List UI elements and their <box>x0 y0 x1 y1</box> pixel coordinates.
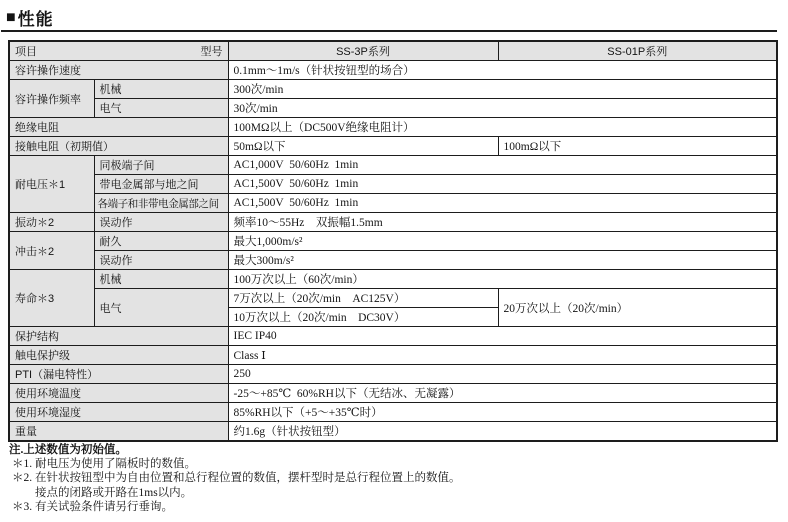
weight-value: 约1.6g（针状按钮型） <box>228 422 777 442</box>
insulation-value: 100MΩ以上（DC500V绝缘电阻计） <box>228 118 777 137</box>
table-row <box>9 175 777 194</box>
pti-label: PTI（漏电特性） <box>9 365 228 384</box>
contact-ss3p-value: 50mΩ以下 <box>228 137 498 156</box>
table-row <box>9 251 777 270</box>
header-model-label: 型号 <box>200 46 223 58</box>
table-row <box>9 384 777 403</box>
table-row <box>9 346 777 365</box>
note-item-3 <box>12 500 779 514</box>
section-title-text: 性能 <box>17 10 54 29</box>
withstand-sub3-value: AC1,500V 50/60Hz 1min <box>228 194 777 213</box>
note1-marker: ＊1. <box>12 458 33 471</box>
header-series2-cell: SS-01P系列 <box>498 41 777 61</box>
contact-label: 接触电阻（初期值） <box>9 137 228 156</box>
shock-durability-value: 最大1,000m/s² <box>228 232 777 251</box>
withstand-label: 耐电压＊1 <box>9 156 94 213</box>
withstand-sub1-value: AC1,000V 50/60Hz 1min <box>228 156 777 175</box>
shock-malfunction-label: 误动作 <box>94 251 228 270</box>
vibration-label: 振动＊2 <box>9 213 94 232</box>
header-item-model-cell <box>9 41 228 61</box>
section-marker-icon: ■ <box>6 8 17 26</box>
title-rule <box>1 30 777 32</box>
life-elec-ss01p-value: 20万次以上（20次/min） <box>498 289 777 327</box>
footnotes <box>9 443 779 514</box>
temperature-value: -25～+85℃ 60%RH以下（无结冰、无凝露） <box>228 384 777 403</box>
humidity-label: 使用环境湿度 <box>9 403 228 422</box>
shock-label: 冲击＊2 <box>9 232 94 270</box>
protection-value: IEC IP40 <box>228 327 777 346</box>
weight-label: 重量 <box>9 422 228 442</box>
note-item-2 <box>12 471 779 485</box>
pti-value: 250 <box>228 365 777 384</box>
table-row <box>9 270 777 289</box>
header-series1-cell: SS-3P系列 <box>228 41 498 61</box>
section-title <box>6 5 54 30</box>
table-row <box>9 80 777 99</box>
frequency-mech-value: 300次/min <box>228 80 777 99</box>
contact-ss01p-value: 100mΩ以下 <box>498 137 777 156</box>
life-elec-value2: 10万次以上（20次/min DC30V） <box>228 308 498 327</box>
note-item-1 <box>12 457 779 471</box>
note1-text: 耐电压为使用了隔板时的数值。 <box>35 458 196 471</box>
life-elec-label: 电气 <box>94 289 228 327</box>
vibration-value: 频率10～55Hz 双振幅1.5mm <box>228 213 777 232</box>
note2-text: 在针状按钮型中为自由位置和总行程位置的数值，摆杆型时是总行程位置上的数值。 <box>35 472 461 485</box>
note2-marker: ＊2. <box>12 472 33 485</box>
withstand-sub2-value: AC1,500V 50/60Hz 1min <box>228 175 777 194</box>
speed-value: 0.1mm～1m/s（针状按钮型的场合） <box>228 61 777 80</box>
withstand-sub2-label: 带电金属部与地之间 <box>94 175 228 194</box>
shock-class-value: Class Ⅰ <box>228 346 777 365</box>
table-row <box>9 194 777 213</box>
header-row <box>9 41 777 61</box>
table-row <box>9 327 777 346</box>
note3-marker: ＊3. <box>12 500 33 513</box>
notes-heading: 注.上述数值为初始值。 <box>9 444 127 456</box>
speed-label: 容许操作速度 <box>9 61 228 80</box>
performance-table <box>8 40 778 442</box>
table-row <box>9 156 777 175</box>
table-row <box>9 422 777 442</box>
temperature-label: 使用环境温度 <box>9 384 228 403</box>
shock-class-label: 触电保护级 <box>9 346 228 365</box>
withstand-sub1-label: 同极端子间 <box>94 156 228 175</box>
shock-malfunction-value: 最大300m/s² <box>228 251 777 270</box>
table-row <box>9 118 777 137</box>
life-mech-label: 机械 <box>94 270 228 289</box>
frequency-mech-label: 机械 <box>94 80 228 99</box>
table-row <box>9 99 777 118</box>
table-row <box>9 365 777 384</box>
protection-label: 保护结构 <box>9 327 228 346</box>
life-mech-value: 100万次以上（60次/min） <box>228 270 777 289</box>
frequency-elec-label: 电气 <box>94 99 228 118</box>
table-row <box>9 289 777 308</box>
vibration-sub-label: 误动作 <box>94 213 228 232</box>
table-row <box>9 403 777 422</box>
humidity-value: 85%RH以下（+5～+35℃时） <box>228 403 777 422</box>
frequency-label: 容许操作频率 <box>9 80 94 118</box>
table-row <box>9 232 777 251</box>
table-row <box>9 213 777 232</box>
shock-durability-label: 耐久 <box>94 232 228 251</box>
frequency-elec-value: 30次/min <box>228 99 777 118</box>
header-item-label: 项目 <box>15 46 37 58</box>
table-row <box>9 137 777 156</box>
table-row <box>9 61 777 80</box>
withstand-sub3-label: 各端子和非带电金属部之间 <box>94 194 228 213</box>
life-elec-value1: 7万次以上（20次/min AC125V） <box>228 289 498 308</box>
insulation-label: 绝缘电阻 <box>9 118 228 137</box>
note2-text-line2: 接点的闭路或开路在1ms以内。 <box>35 486 193 499</box>
note3-text: 有关试验条件请另行垂询。 <box>35 500 173 513</box>
life-label: 寿命＊3 <box>9 270 94 327</box>
